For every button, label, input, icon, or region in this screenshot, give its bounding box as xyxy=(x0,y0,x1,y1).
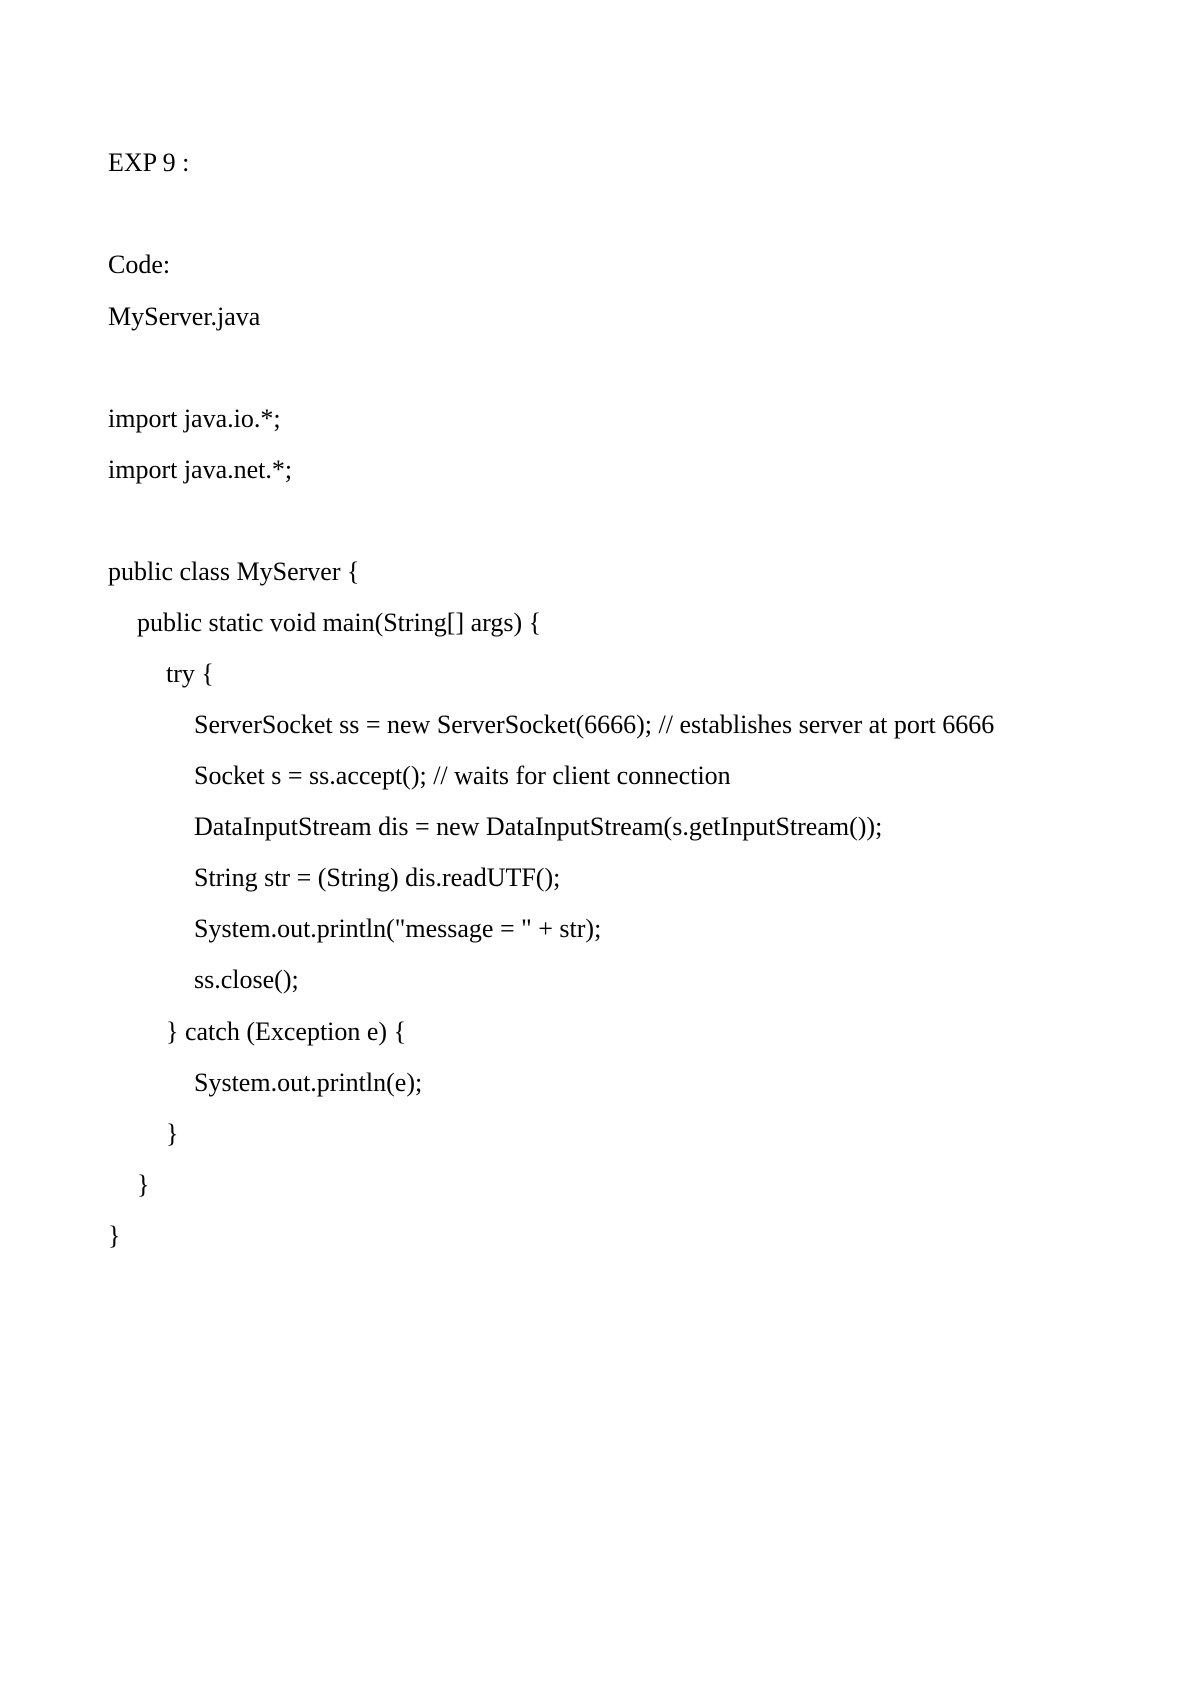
code-line: public class MyServer { xyxy=(108,557,360,586)
code-line: Socket s = ss.accept(); // waits for client connection xyxy=(194,761,731,790)
code-line: import java.io.*; xyxy=(108,404,281,433)
code-line: System.out.println(e); xyxy=(194,1068,423,1097)
code-line: public static void main(String[] args) { xyxy=(137,608,542,637)
code-line: try { xyxy=(166,659,214,688)
code-line: } xyxy=(137,1170,150,1199)
code-line: ServerSocket ss = new ServerSocket(6666); // establishes server at port 6666 xyxy=(194,710,995,739)
code-line: DataInputStream dis = new DataInputStream(s.getInputStream()); xyxy=(194,812,883,841)
code-line: System.out.println("message = " + str); xyxy=(194,914,602,943)
code-line: } xyxy=(166,1119,179,1148)
code-line: import java.net.*; xyxy=(108,455,293,484)
experiment-heading: EXP 9 : xyxy=(108,148,190,177)
file-name: MyServer.java xyxy=(108,302,261,331)
code-line: String str = (String) dis.readUTF(); xyxy=(194,863,561,892)
code-line: } catch (Exception e) { xyxy=(166,1017,407,1046)
code-line: ss.close(); xyxy=(194,965,299,994)
code-label: Code: xyxy=(108,250,171,279)
code-line: } xyxy=(108,1221,121,1250)
